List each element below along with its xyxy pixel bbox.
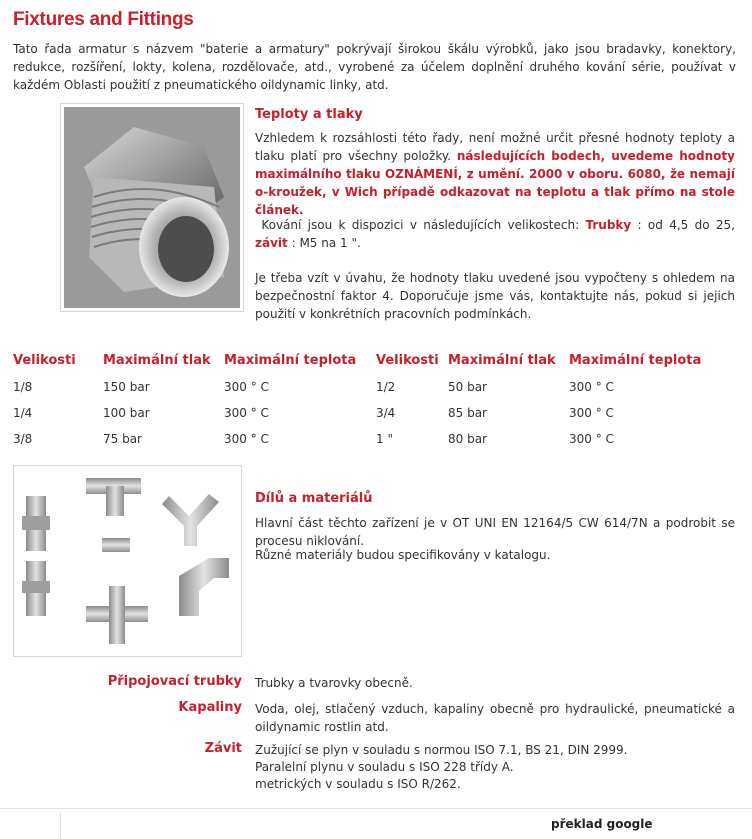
- nipple-fitting-image: [64, 107, 240, 308]
- temps-paragraph-2: [255, 216, 735, 252]
- table-cell: 1/2: [376, 380, 396, 394]
- table-cell: 80 bar: [448, 432, 487, 446]
- table-cell: 300 ° C: [569, 432, 614, 446]
- sizes-zavit-label: závit: [255, 236, 288, 250]
- table-header: Maximální tlak: [103, 353, 211, 368]
- table-cell: 100 bar: [103, 406, 150, 420]
- table-cell: 300 ° C: [224, 406, 269, 420]
- footer-divider: [0, 808, 752, 809]
- temps-text-plain: Vzhledem k rozsáhlosti této řady, není možné určit přesné hodnoty teploty a tlaku platí pro všechny položky.: [255, 131, 735, 163]
- table-cell: 3/8: [13, 432, 33, 446]
- table-cell: 300 ° C: [224, 380, 269, 394]
- table-cell: 3/4: [376, 406, 396, 420]
- table-header: Maximální teplota: [569, 353, 702, 368]
- table-cell: 1 ": [376, 432, 393, 446]
- temps-text-red: následujících bodech, uvedeme hodnoty maximálního tlaku OZNÁMENÍ, z umění. 2000 v oboru. 6080, že nemají o-kroužek, v Wich případě odkazovat na teplotu a tlak přímo na stole článek.: [255, 149, 735, 217]
- table-cell: 300 ° C: [569, 380, 614, 394]
- table-cell: 300 ° C: [569, 406, 614, 420]
- table-cell: 50 bar: [448, 380, 487, 394]
- spec-label-pipes: Připojovací trubky: [107, 674, 242, 689]
- spec-value-thread-1: Zužující se plyn v souladu s normou ISO 7.1, BS 21, DIN 2999.: [255, 743, 628, 757]
- parts-heading: Dílů a materiálů: [255, 491, 373, 506]
- sizes-trubky-label: Trubky: [585, 218, 632, 232]
- spec-label-fluids: Kapaliny: [178, 700, 242, 715]
- table-cell: 75 bar: [103, 432, 142, 446]
- intro-paragraph: Tato řada armatur s názvem "baterie a armatury" pokrývají širokou škálu výrobků, jako jsou bradavky, konektory, redukce, rozšíření, lokty, kolena, rozdělovače, atd., vyrobené za účelem doplnění druhého kování série, používat v každém Oblasti použití z pneumatického oildynamic linky, atd.: [13, 42, 736, 92]
- table-cell: 1/4: [13, 406, 33, 420]
- table-header: Velikosti: [13, 353, 76, 368]
- table-cell: 300 ° C: [224, 432, 269, 446]
- sizes-intro: Kování jsou k dispozici v následujících velikostech:: [261, 218, 580, 232]
- nipple-fitting-drawing: [64, 107, 240, 308]
- table-cell: 1/8: [13, 380, 33, 394]
- table-header: Velikosti: [376, 353, 439, 368]
- temps-heading: Teploty a tlaky: [255, 107, 363, 122]
- table-header: Maximální tlak: [448, 353, 556, 368]
- parts-paragraph-1: Hlavní část těchto zařízení je v OT UNI EN 12164/5 CW 614/7N a podrobit se procesu niklování.: [255, 516, 735, 548]
- spec-value-pipes: Trubky a tvarovky obecně.: [255, 676, 413, 690]
- spec-value-fluids: Voda, olej, stlačený vzduch, kapaliny obecně pro hydraulické, pneumatické a oildynamic rostlin atd.: [255, 702, 735, 734]
- table-cell: 85 bar: [448, 406, 487, 420]
- table-cell: 150 bar: [103, 380, 150, 394]
- spec-value-thread-3: metrických v souladu s ISO R/262.: [255, 777, 461, 791]
- nipple-fitting-photo: [60, 103, 244, 312]
- spec-label-thread: Závit: [204, 741, 242, 756]
- parts-paragraph-2: Různé materiály budou specifikovány v katalogu.: [255, 548, 551, 562]
- sizes-zavit-range: : M5 na 1 ".: [291, 236, 361, 250]
- page-title: Fixtures and Fittings: [13, 9, 194, 30]
- google-translate-link[interactable]: překlad google: [551, 817, 653, 831]
- temps-paragraph-3: Je třeba vzít v úvahu, že hodnoty tlaku uvedené jsou vypočteny s ohledem na bezpečnostní faktor 4. Doporučuje jsme vás, kontaktujte nás, pokud si jejich použití v konkrétních pracovních podmínkách.: [255, 271, 735, 321]
- spec-value-thread-2: Paralelní plynu v souladu s ISO 228 třídy A.: [255, 760, 514, 774]
- temps-paragraph-1: [255, 129, 735, 219]
- fittings-assortment-photo: [13, 465, 242, 657]
- table-header: Maximální teplota: [224, 353, 357, 368]
- sizes-trubky-range: : od 4,5 do 25,: [637, 218, 735, 232]
- fittings-assortment-drawing: [14, 466, 241, 656]
